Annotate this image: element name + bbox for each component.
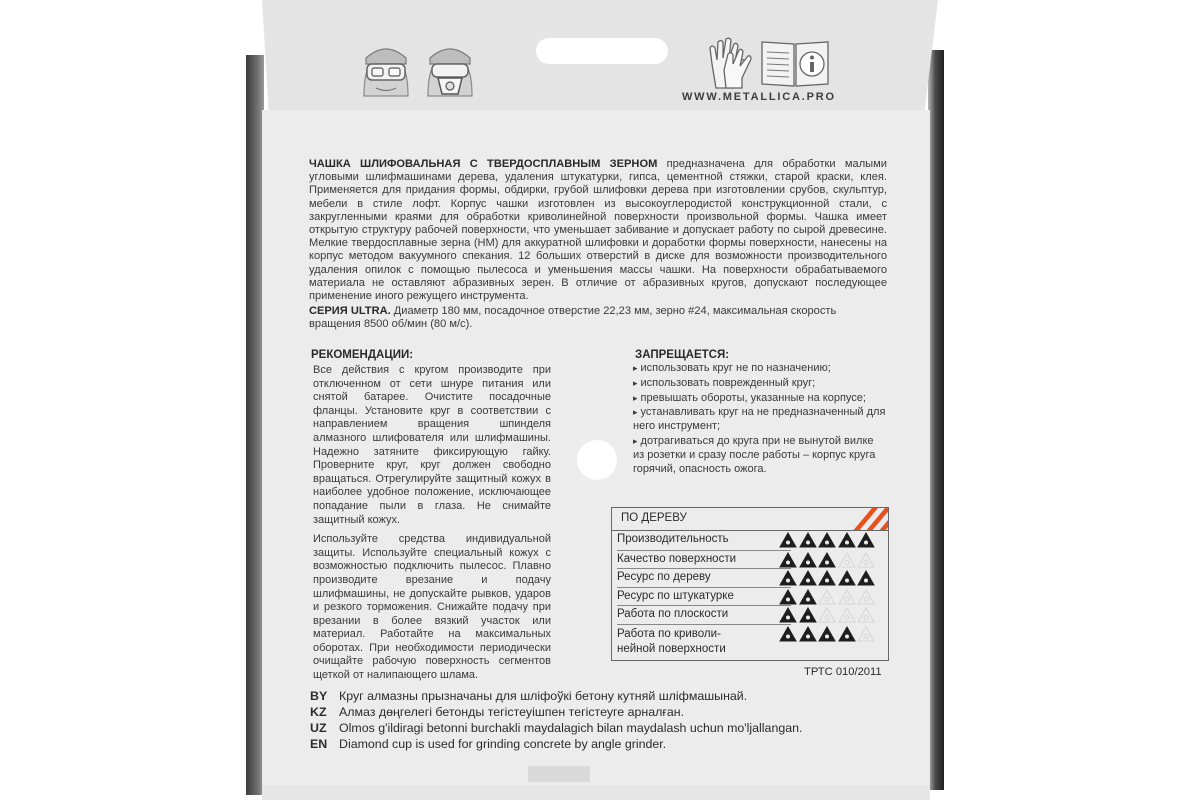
product-description bbox=[309, 158, 887, 303]
rating-label: Ресурс по штукатурке bbox=[617, 590, 734, 602]
rating-title: ПО ДЕРЕВУ bbox=[621, 512, 687, 524]
product-title: ЧАШКА ШЛИФОВАЛЬНАЯ С ТВЕРДОСПЛАВНЫМ ЗЕРНОМ bbox=[309, 158, 658, 170]
accent-stripes bbox=[848, 508, 888, 530]
rating-triangle-filled bbox=[818, 626, 836, 642]
gloves-icon bbox=[706, 34, 756, 90]
description-text: предназначена для обработки малыми угловыми шлифмашинами дерева, удаления штукатурки, гипса, цементной стяжки, старой краски, клея. Применяется для придания формы, обдирки, грубой шлифовки дерева при изготовлении срубов, скульптур, мебели в стиле лофт. Корпус чашки изготовлен из высокоуглеродистой конструкционной стали, с закругленными краями для обработки криволинейной поверхности произвольной формы. Чашка имеет открытую структуру рабочей поверхности, что уменьшает забивание и допускает работу по сырой древесине. Мелкие твердосплавные зерна (НМ) для аккуратной шлифовки и доработки формы поверхности, нанесены на корпус методом вакуумного спекания. 12 больших отверстий в диске для возможности производительного удаления опилок с помощью пылесоса и уменьшения массы чашки. На поверхности обрабатываемого материала не оставляют абразивных зерен. В отличие от абразивных кругов, допускают последующее применение иного режущего инструмента. bbox=[309, 158, 887, 303]
rating-triangle-filled bbox=[779, 626, 797, 642]
rating-triangle-filled bbox=[818, 570, 836, 586]
rating-triangle-filled bbox=[799, 570, 817, 586]
prohibited-item: ▸ дотрагиваться до круга при не вынутой вилке из розетки и сразу после работы – корпус круга горячий, опасность ожога. bbox=[633, 435, 887, 476]
translation-by: BY Круг алмазны прызначаны для шліфоўкі бетону кутняй шліфмашынай. bbox=[310, 689, 748, 703]
respirator-mask-icon bbox=[422, 38, 478, 98]
recommendation-paragraph: Все действия с кругом производите при отключенном от сети шнуре питания или снятой батарее. Очистите посадочные фланцы. Установите круг в соответствии с направлением вращения шпинделя алмазного шлифователя или шлифмашины. Надежно затяните фиксирующую гайку. Проверните круг, круг должен свободно вращаться. Отрегулируйте защитный кожух в наиболее удобное положение, исключающее попадание пыли в глаза. Не снимайте защитный кожух. bbox=[313, 364, 551, 526]
rating-divider bbox=[617, 605, 791, 606]
rating-label: Производительность bbox=[617, 533, 729, 545]
rating-triangle-filled bbox=[799, 552, 817, 568]
rating-triangle-filled bbox=[799, 626, 817, 642]
rating-divider bbox=[617, 550, 791, 551]
rating-label: Работа по плоскости bbox=[617, 608, 729, 620]
center-hole bbox=[577, 440, 617, 480]
rating-table bbox=[611, 507, 889, 661]
rating-triangle-filled bbox=[799, 589, 817, 605]
rating-triangle-filled bbox=[779, 552, 797, 568]
rating-triangles bbox=[779, 552, 889, 568]
rating-triangle-filled bbox=[779, 570, 797, 586]
prohibited-title: ЗАПРЕЩАЕТСЯ: bbox=[635, 349, 730, 361]
series-text: Диаметр 180 мм, посадочное отверстие 22,23 мм, зерно #24, максимальная скорость вращения 8500 об/мин (80 м/с). bbox=[309, 305, 837, 331]
website-url: WWW.METALLICA.PRO bbox=[682, 91, 836, 103]
translation-kz: KZ Алмаз дөңгелегі бетонды тегістеуішпен тегістеуге арналған. bbox=[310, 705, 685, 719]
prohibited-item: ▸ использовать круг не по назначению; bbox=[633, 362, 887, 376]
rating-triangle-filled bbox=[779, 589, 797, 605]
prohibited-item: ▸ превышать обороты, указанные на корпусе; bbox=[633, 392, 887, 406]
rating-divider bbox=[617, 587, 791, 588]
rating-triangle-filled bbox=[838, 532, 856, 548]
recommendations-title: РЕКОМЕНДАЦИИ: bbox=[311, 349, 414, 361]
rating-triangles bbox=[779, 570, 889, 586]
prohibited-item: ▸ использовать поврежденный круг; bbox=[633, 377, 887, 391]
rating-triangle-filled bbox=[857, 570, 875, 586]
rating-label: Работа по криволи- нейной поверхности bbox=[617, 628, 726, 655]
rating-triangle-empty bbox=[838, 589, 856, 605]
rating-triangle-empty bbox=[818, 607, 836, 623]
box-right-edge bbox=[928, 50, 944, 790]
rating-triangle-filled bbox=[818, 532, 836, 548]
face-shield-icon bbox=[358, 38, 414, 98]
rating-label: Ресурс по дереву bbox=[617, 571, 711, 583]
prohibited-item: ▸ устанавливать круг на не предназначенный для него инструмент; bbox=[633, 406, 887, 434]
rating-triangle-empty bbox=[857, 607, 875, 623]
rating-triangles bbox=[779, 607, 889, 623]
rating-triangle-empty bbox=[838, 552, 856, 568]
rating-header bbox=[612, 508, 888, 531]
rating-triangles bbox=[779, 589, 889, 605]
rating-triangle-filled bbox=[799, 607, 817, 623]
rating-triangle-empty bbox=[857, 589, 875, 605]
rating-triangle-filled bbox=[818, 552, 836, 568]
recommendation-paragraph: Используйте средства индивидуальной защиты. Используйте специальный кожух с возможностью подключить пылесос. Плавно производите врезание и подачу шлифмашины, не допускайте рывков, ударов и резкого торможения. Снижайте подачу при врезании в более вязкий участок или материал. Работайте на максимальных оборотах. При необходимости периодически очищайте рабочую поверхность сегментов щеткой от налипающего шлама. bbox=[313, 533, 551, 682]
rating-triangles bbox=[779, 626, 889, 642]
rating-triangle-filled bbox=[838, 570, 856, 586]
prohibited-list bbox=[633, 362, 887, 477]
translation-uz: UZ Olmos g'ildiragi betonni burchakli maydalagich bilan maydalash uchun mo'ljallangan. bbox=[310, 721, 803, 735]
rating-triangle-empty bbox=[857, 552, 875, 568]
certification-mark: ТРТС 010/2011 bbox=[804, 666, 882, 678]
rating-divider bbox=[617, 624, 791, 625]
manual-book-icon bbox=[758, 34, 832, 90]
rating-label: Качество поверхности bbox=[617, 553, 737, 565]
rating-triangles bbox=[779, 532, 889, 548]
box-bottom-edge bbox=[262, 785, 930, 800]
translation-en: EN Diamond cup is used for grinding concrete by angle grinder. bbox=[310, 737, 667, 751]
rating-triangle-empty bbox=[838, 607, 856, 623]
hang-hole bbox=[536, 38, 668, 64]
recommendations-body bbox=[313, 364, 551, 689]
rating-triangle-filled bbox=[779, 532, 797, 548]
series-info bbox=[309, 305, 887, 331]
rating-triangle-filled bbox=[857, 532, 875, 548]
rating-divider bbox=[617, 568, 791, 569]
rating-triangle-filled bbox=[779, 607, 797, 623]
series-title: СЕРИЯ ULTRA. bbox=[309, 305, 391, 317]
rating-triangle-empty bbox=[818, 589, 836, 605]
rating-triangle-empty bbox=[857, 626, 875, 642]
faded-print bbox=[528, 766, 590, 782]
rating-triangle-filled bbox=[838, 626, 856, 642]
rating-triangle-filled bbox=[799, 532, 817, 548]
